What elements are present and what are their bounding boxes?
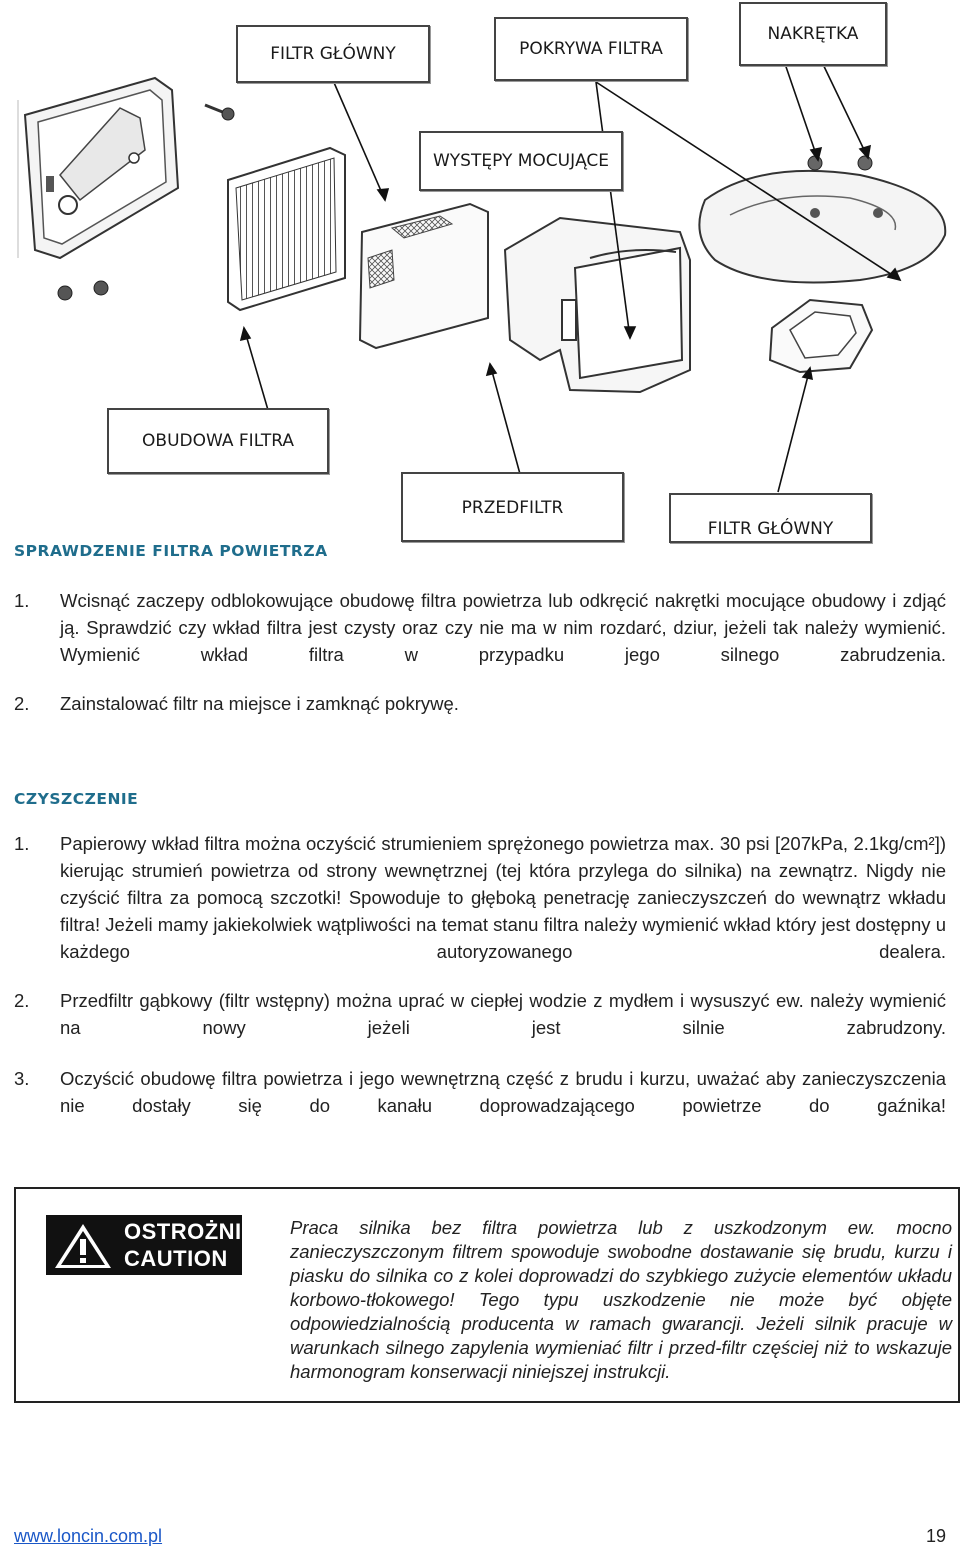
item-text: Papierowy wkład filtra można oczyścić strumieniem sprężonego powietrza max. 30 psi [207kPa, 2.1kg/cm²]) kierując strumień powietrza od strony wewnętrznej (tej która przylega do silnika) na zewnątrz. Nigdy nie czyścić filtra za pomocą szczotki! Spowoduje to głęboką penetrację zanieczyszczeń do wewnątrz wkładu filtra! Jeżeli mamy jakiekolwiek wątpliwości na temat stanu filtra należy wymienić wkład który jest dostępny u każdego autoryzowanego dealera. — [60, 833, 946, 962]
pleated-main-filter — [228, 148, 345, 310]
item-number: 2. — [14, 990, 30, 1011]
caution-badge — [46, 1215, 257, 1275]
page-number: 19 — [926, 1526, 947, 1546]
caution-box — [14, 1187, 960, 1403]
item-number: 1. — [14, 833, 30, 854]
label-main-filter-top: FILTR GŁÓWNY — [236, 25, 430, 83]
label-mounting-lugs: WYSTĘPY MOCUJĄCE — [419, 131, 623, 191]
item-text: Przedfiltr gąbkowy (filtr wstępny) można uprać w ciepłej wodzie z mydłem i wysuszyć ew. należy wymienić na nowy jeżeli jest silnie zabrudzony. — [60, 990, 946, 1038]
pre-filter-foam — [360, 204, 488, 348]
list-item — [14, 987, 946, 1068]
item-text: Oczyścić obudowę filtra powietrza i jego wewnętrzną część z brudu i kurzu, uważać aby zanieczyszczenia nie dostały się do kanału doprowadzającego powietrze do gaźnika! — [60, 1068, 946, 1116]
label-filter-cover: POKRYWA FILTRA — [494, 17, 688, 81]
list-item — [14, 830, 946, 992]
warning-triangle-icon — [52, 1221, 114, 1271]
list-item — [14, 1065, 946, 1146]
label-nut: NAKRĘTKA — [739, 2, 887, 66]
item-text: Zainstalować filtr na miejsce i zamknąć pokrywę. — [60, 693, 459, 714]
section-title-cleaning: CZYSZCZENIE — [14, 790, 139, 808]
filter-cover-plate — [18, 78, 178, 258]
list-item — [14, 690, 946, 717]
label-filter-housing: OBUDOWA FILTRA — [107, 408, 329, 474]
filter-housing — [505, 218, 690, 392]
website-link[interactable]: www.loncin.com.pl — [14, 1526, 163, 1546]
item-number: 3. — [14, 1068, 30, 1089]
item-number: 2. — [14, 693, 30, 714]
item-text: Wcisnąć zaczepy odblokowujące obudowę filtra powietrza lub odkręcić nakrętki mocujące obudowy i zdjąć ją. Sprawdzić czy wkład filtra jest czysty oraz czy nie ma w nim rozdarć, dziur, jeżeli tak należy wymienić. Wymienić wkład filtra w przypadku jego silnego zabrudzenia. — [60, 590, 946, 665]
item-number: 1. — [14, 590, 30, 611]
caution-label-pl: OSTROŻNIE — [124, 1219, 257, 1244]
label-main-filter-bottom: FILTR GŁÓWNY — [669, 493, 872, 543]
filter-cover — [699, 156, 945, 283]
oval-filter-element — [770, 300, 872, 372]
label-pre-filter: PRZEDFILTR — [401, 472, 624, 542]
section-title-check: SPRAWDZENIE FILTRA POWIETRZA — [14, 542, 328, 560]
caution-text: Praca silnika bez filtra powietrza lub z uszkodzonym ew. mocno zanieczyszczonym filtrem spowoduje swobodne dostawanie się brudu, kurzu i piasku do silnika co z kolei doprowadzi do szybkiego zużycie elementów układu korbowo-tłokowego! Tego typu uszkodzenie nie może być objęte odpowiedzialnością producenta w ramach gwarancji. Jeżeli silnik pracuje w warunkach silnego zapylenia wymieniać filtr i przed-filtr częściej niż to wskazuje harmonogram konserwacji niniejszej instrukcji. — [290, 1217, 952, 1382]
air-filter-exploded-diagram — [0, 0, 960, 539]
list-item — [14, 587, 946, 695]
caution-label-en: CAUTION — [124, 1246, 228, 1271]
